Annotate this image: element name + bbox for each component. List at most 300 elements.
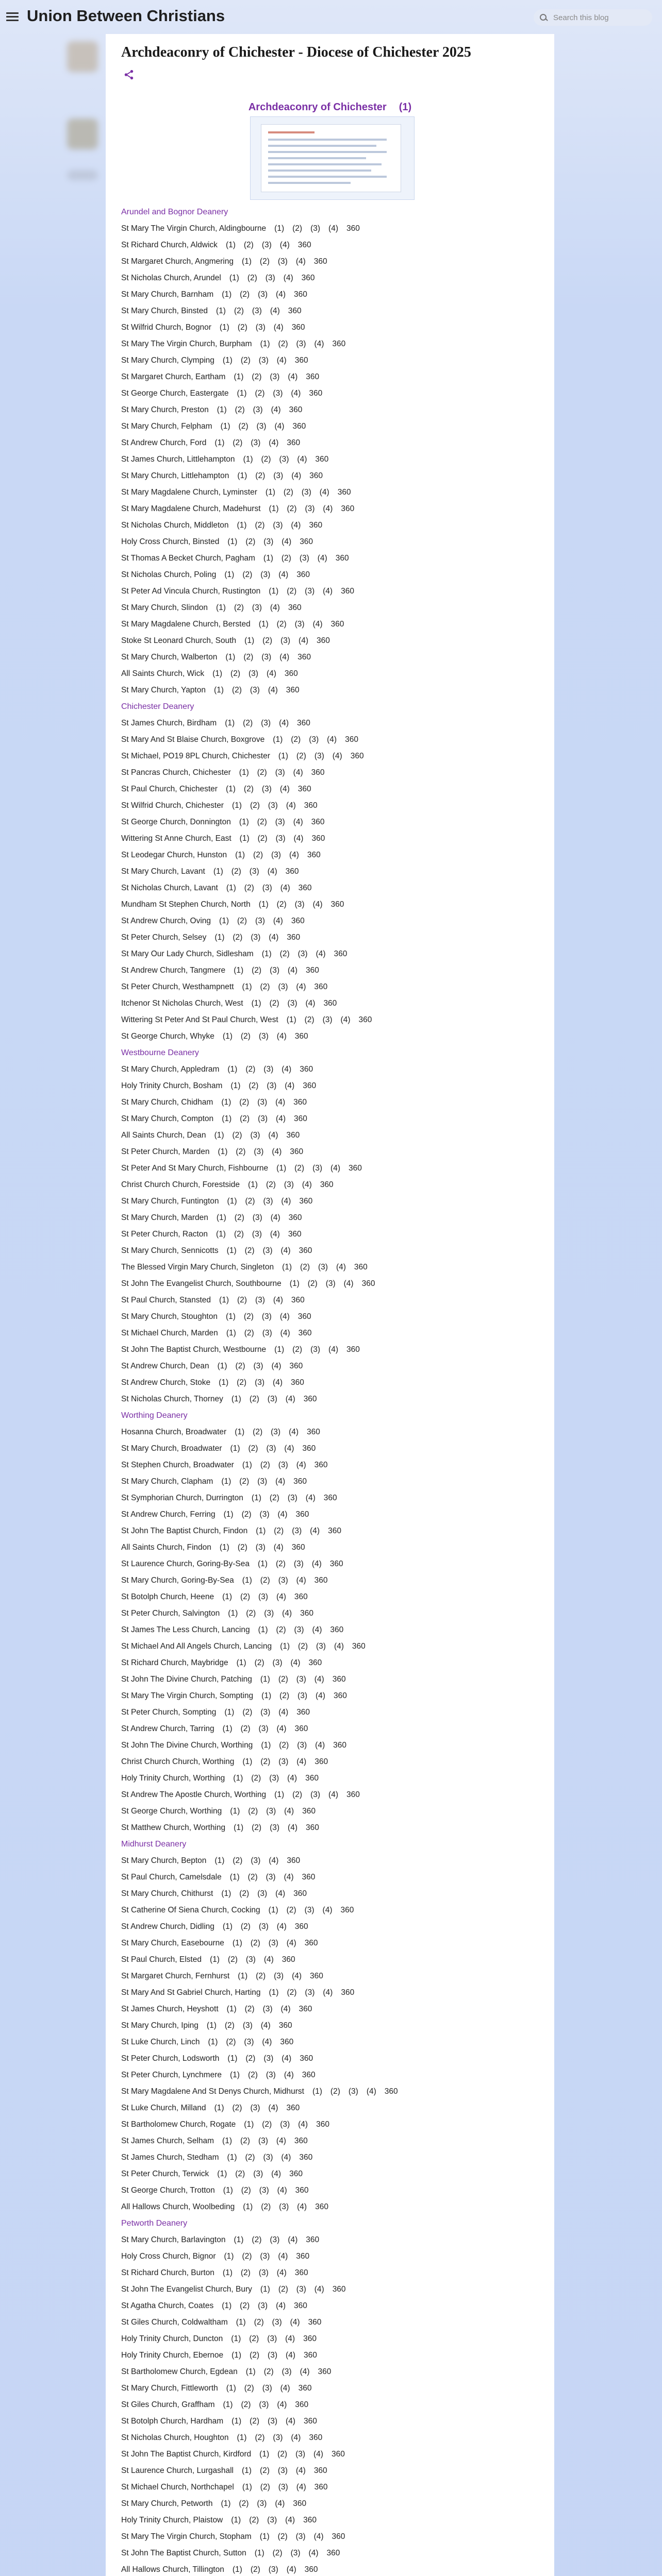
photo-link-4[interactable]: (4) — [279, 653, 290, 662]
photo-link-4[interactable]: (4) — [283, 274, 293, 282]
view-360-link[interactable]: 360 — [333, 1741, 346, 1750]
photo-link-2[interactable]: (2) — [233, 1856, 243, 1865]
photo-link-3[interactable]: (3) — [259, 1510, 270, 1519]
photo-link-1[interactable]: (1) — [217, 405, 227, 414]
photo-link-3[interactable]: (3) — [296, 2285, 306, 2294]
view-360-link[interactable]: 360 — [299, 1197, 313, 1206]
photo-link-3[interactable]: (3) — [314, 752, 324, 760]
photo-link-2[interactable]: (2) — [255, 521, 265, 530]
photo-link-2[interactable]: (2) — [279, 950, 290, 958]
photo-link-4[interactable]: (4) — [312, 1625, 322, 1634]
photo-link-4[interactable]: (4) — [275, 1889, 286, 1898]
photo-link-3[interactable]: (3) — [284, 1180, 294, 1189]
photo-link-4[interactable]: (4) — [282, 537, 292, 546]
view-360-link[interactable]: 360 — [294, 1724, 308, 1733]
view-360-link[interactable]: 360 — [297, 653, 311, 662]
photo-link-2[interactable]: (2) — [235, 2170, 245, 2178]
photo-link-4[interactable]: (4) — [305, 999, 316, 1008]
view-360-link[interactable]: 360 — [352, 1642, 366, 1651]
photo-link-1[interactable]: (1) — [227, 1197, 237, 1206]
photo-link-3[interactable]: (3) — [251, 933, 261, 942]
photo-link-3[interactable]: (3) — [271, 851, 281, 859]
photo-link-1[interactable]: (1) — [230, 1444, 240, 1453]
search-icon[interactable] — [540, 14, 547, 21]
view-360-link[interactable]: 360 — [299, 1246, 312, 1255]
photo-link-1[interactable]: (1) — [259, 2532, 270, 2541]
photo-link-4[interactable]: (4) — [323, 1988, 333, 1997]
photo-link-3[interactable]: (3) — [295, 2532, 306, 2541]
photo-link-1[interactable]: (1) — [227, 2054, 238, 2063]
photo-link-4[interactable]: (4) — [291, 521, 301, 530]
photo-link-1[interactable]: (1) — [243, 2202, 253, 2211]
view-360-link[interactable]: 360 — [346, 1345, 360, 1354]
photo-link-4[interactable]: (4) — [323, 504, 333, 513]
photo-link-2[interactable]: (2) — [249, 1081, 259, 1090]
photo-link-2[interactable]: (2) — [244, 1246, 255, 1255]
photo-link-3[interactable]: (3) — [255, 917, 265, 925]
photo-link-3[interactable]: (3) — [245, 1955, 256, 1964]
photo-link-4[interactable]: (4) — [322, 1906, 333, 1914]
view-360-link[interactable]: 360 — [330, 1625, 344, 1634]
photo-link-3[interactable]: (3) — [251, 1856, 261, 1865]
photo-link-4[interactable]: (4) — [296, 1757, 307, 1766]
photo-link-1[interactable]: (1) — [242, 1576, 252, 1585]
photo-link-3[interactable]: (3) — [262, 2384, 272, 2393]
photo-link-1[interactable]: (1) — [214, 438, 225, 447]
photo-link-4[interactable]: (4) — [297, 455, 307, 464]
photo-link-3[interactable]: (3) — [262, 884, 272, 892]
photo-link-2[interactable]: (2) — [281, 554, 291, 563]
view-360-link[interactable]: 360 — [286, 1131, 300, 1140]
photo-link-1[interactable]: (1) — [242, 1757, 253, 1766]
view-360-link[interactable]: 360 — [294, 290, 307, 299]
view-360-link[interactable]: 360 — [295, 1510, 309, 1519]
photo-link-4[interactable]: (4) — [260, 2021, 271, 2030]
photo-link-4[interactable]: (4) — [284, 1807, 294, 1816]
photo-link-4[interactable]: (4) — [298, 2120, 308, 2129]
photo-link-3[interactable]: (3) — [261, 785, 272, 793]
photo-link-1[interactable]: (1) — [231, 801, 242, 810]
photo-link-4[interactable]: (4) — [302, 1180, 312, 1189]
photo-link-3[interactable]: (3) — [278, 1757, 289, 1766]
photo-link-2[interactable]: (2) — [276, 900, 287, 909]
photo-link-3[interactable]: (3) — [258, 1592, 268, 1601]
view-360-link[interactable]: 360 — [293, 1098, 307, 1107]
view-360-link[interactable]: 360 — [294, 2268, 308, 2277]
photo-link-1[interactable]: (1) — [239, 768, 249, 777]
photo-link-3[interactable]: (3) — [301, 488, 311, 497]
photo-link-3[interactable]: (3) — [312, 1164, 323, 1173]
photo-link-1[interactable]: (1) — [242, 2466, 252, 2475]
photo-link-4[interactable]: (4) — [334, 1642, 344, 1651]
photo-link-2[interactable]: (2) — [252, 372, 262, 381]
view-360-link[interactable]: 360 — [303, 2334, 317, 2343]
photo-link-1[interactable]: (1) — [258, 620, 269, 629]
deanery-heading[interactable]: Petworth Deanery — [121, 2219, 188, 2228]
photo-link-2[interactable]: (2) — [241, 1510, 252, 1519]
view-360-link[interactable]: 360 — [289, 1362, 303, 1370]
heading-text[interactable]: Archdeaconry of Chichester — [248, 101, 387, 113]
photo-link-2[interactable]: (2) — [239, 1098, 250, 1107]
photo-link-1[interactable]: (1) — [260, 1675, 270, 1684]
view-360-link[interactable]: 360 — [314, 2483, 328, 2492]
photo-link-4[interactable]: (4) — [285, 1395, 295, 1403]
photo-link-1[interactable]: (1) — [222, 290, 232, 299]
photo-link-3[interactable]: (3) — [244, 2038, 254, 2046]
photo-link-4[interactable]: (4) — [284, 2071, 294, 2079]
photo-link-1[interactable]: (1) — [212, 669, 223, 678]
photo-link-3[interactable]: (3) — [252, 1230, 262, 1239]
photo-link-3[interactable]: (3) — [258, 290, 268, 299]
photo-link-4[interactable]: (4) — [290, 1658, 301, 1667]
photo-link-1[interactable]: (1) — [268, 1906, 278, 1914]
photo-link-1[interactable]: (1) — [251, 999, 261, 1008]
photo-link-3[interactable]: (3) — [255, 323, 266, 332]
photo-link-2[interactable]: (2) — [248, 1807, 258, 1816]
photo-link-3[interactable]: (3) — [248, 669, 258, 678]
photo-link-3[interactable]: (3) — [262, 1329, 272, 1337]
photo-link-1[interactable]: (1) — [219, 1296, 229, 1304]
photo-link-3[interactable]: (3) — [258, 1032, 269, 1041]
view-360-link[interactable]: 360 — [332, 340, 346, 348]
photo-link-3[interactable]: (3) — [275, 768, 285, 777]
view-360-link[interactable]: 360 — [309, 389, 323, 398]
photo-link-3[interactable]: (3) — [267, 1081, 277, 1090]
photo-link-3[interactable]: (3) — [261, 1312, 272, 1321]
photo-link-3[interactable]: (3) — [251, 438, 261, 447]
photo-link-2[interactable]: (2) — [239, 1477, 250, 1486]
photo-link-1[interactable]: (1) — [222, 356, 233, 365]
view-360-link[interactable]: 360 — [294, 2137, 308, 2145]
photo-link-3[interactable]: (3) — [254, 1147, 264, 1156]
photo-link-3[interactable]: (3) — [252, 307, 262, 315]
view-360-link[interactable]: 360 — [309, 521, 323, 530]
deanery-heading[interactable]: Westbourne Deanery — [121, 1048, 199, 1057]
photo-link-4[interactable]: (4) — [276, 1922, 287, 1931]
photo-link-4[interactable]: (4) — [277, 2186, 287, 2195]
view-360-link[interactable]: 360 — [307, 851, 321, 859]
photo-link-2[interactable]: (2) — [249, 2334, 259, 2343]
photo-link-1[interactable]: (1) — [206, 2021, 217, 2030]
photo-link-1[interactable]: (1) — [237, 521, 247, 530]
view-360-link[interactable]: 360 — [305, 1774, 319, 1783]
photo-link-2[interactable]: (2) — [226, 2038, 236, 2046]
photo-link-2[interactable]: (2) — [279, 1691, 290, 1700]
photo-link-4[interactable]: (4) — [343, 1279, 354, 1288]
photo-link-2[interactable]: (2) — [243, 719, 253, 727]
photo-link-1[interactable]: (1) — [216, 307, 226, 315]
photo-link-1[interactable]: (1) — [228, 1609, 238, 1618]
view-360-link[interactable]: 360 — [323, 1494, 337, 1502]
photo-link-3[interactable]: (3) — [325, 1279, 336, 1288]
view-360-link[interactable]: 360 — [308, 2318, 322, 2327]
view-360-link[interactable]: 360 — [350, 752, 364, 760]
photo-link-2[interactable]: (2) — [233, 438, 243, 447]
photo-link-3[interactable]: (3) — [268, 801, 278, 810]
photo-link-1[interactable]: (1) — [219, 323, 229, 332]
view-360-link[interactable]: 360 — [295, 2186, 309, 2195]
view-360-link[interactable]: 360 — [294, 1032, 308, 1041]
photo-link-3[interactable]: (3) — [282, 2367, 292, 2376]
photo-link-4[interactable]: (4) — [280, 1246, 291, 1255]
photo-link-1[interactable]: (1) — [289, 1279, 300, 1288]
photo-link-4[interactable]: (4) — [316, 1691, 325, 1700]
photo-link-4[interactable]: (4) — [295, 2466, 306, 2475]
view-360-link[interactable]: 360 — [306, 966, 319, 975]
view-360-link[interactable]: 360 — [320, 1180, 334, 1189]
photo-link-3[interactable]: (3) — [296, 1675, 306, 1684]
photo-link-3[interactable]: (3) — [279, 455, 289, 464]
photo-link-1[interactable]: (1) — [258, 1625, 268, 1634]
photo-link-3[interactable]: (3) — [258, 1724, 269, 1733]
photo-link-1[interactable]: (1) — [230, 1807, 240, 1816]
photo-link-1[interactable]: (1) — [260, 340, 270, 348]
photo-link-4[interactable]: (4) — [284, 1873, 294, 1882]
photo-link-4[interactable]: (4) — [271, 1362, 282, 1370]
photo-link-2[interactable]: (2) — [237, 1296, 247, 1304]
photo-link-4[interactable]: (4) — [290, 2318, 300, 2327]
photo-link-3[interactable]: (3) — [255, 1543, 266, 1552]
photo-link-1[interactable]: (1) — [241, 257, 252, 266]
photo-link-3[interactable]: (3) — [275, 818, 285, 826]
photo-link-4[interactable]: (4) — [315, 1741, 325, 1750]
photo-link-2[interactable]: (2) — [277, 2532, 288, 2541]
photo-link-1[interactable]: (1) — [230, 1081, 241, 1090]
deanery-heading[interactable]: Arundel and Bognor Deanery — [121, 208, 228, 216]
photo-link-3[interactable]: (3) — [267, 2516, 277, 2524]
photo-link-3[interactable]: (3) — [257, 1098, 268, 1107]
photo-link-3[interactable]: (3) — [277, 2466, 288, 2475]
photo-link-3[interactable]: (3) — [253, 2170, 263, 2178]
photo-link-1[interactable]: (1) — [274, 1790, 285, 1799]
photo-link-4[interactable]: (4) — [296, 2483, 306, 2492]
view-360-link[interactable]: 360 — [333, 1691, 347, 1700]
photo-link-1[interactable]: (1) — [269, 1988, 279, 1997]
photo-link-2[interactable]: (2) — [245, 2153, 255, 2162]
photo-link-3[interactable]: (3) — [266, 1873, 276, 1882]
photo-link-1[interactable]: (1) — [231, 2334, 241, 2343]
view-360-link[interactable]: 360 — [358, 1015, 372, 1024]
photo-link-2[interactable]: (2) — [234, 603, 244, 612]
photo-link-2[interactable]: (2) — [300, 1263, 310, 1272]
view-360-link[interactable]: 360 — [294, 356, 308, 365]
photo-link-3[interactable]: (3) — [252, 603, 262, 612]
view-360-link[interactable]: 360 — [289, 2170, 303, 2178]
photo-link-3[interactable]: (3) — [265, 274, 275, 282]
photo-link-4[interactable]: (4) — [277, 2400, 287, 2409]
photo-link-4[interactable]: (4) — [286, 2417, 295, 2426]
view-360-link[interactable]: 360 — [302, 2071, 316, 2079]
photo-link-3[interactable]: (3) — [260, 2252, 270, 2261]
photo-link-1[interactable]: (1) — [222, 1922, 233, 1931]
photo-link-2[interactable]: (2) — [269, 1494, 279, 1502]
photo-link-2[interactable]: (2) — [227, 1955, 238, 1964]
view-360-link[interactable]: 360 — [303, 2417, 317, 2426]
view-360-link[interactable]: 360 — [341, 504, 355, 513]
view-360-link[interactable]: 360 — [293, 1477, 307, 1486]
photo-link-3[interactable]: (3) — [273, 2433, 283, 2442]
photo-link-4[interactable]: (4) — [262, 2038, 272, 2046]
photo-link-4[interactable]: (4) — [282, 1065, 292, 1074]
view-360-link[interactable]: 360 — [315, 1757, 328, 1766]
photo-link-2[interactable]: (2) — [254, 1658, 264, 1667]
photo-link-1[interactable]: (1) — [214, 1131, 224, 1140]
photo-link-3[interactable]: (3) — [268, 1939, 278, 1947]
photo-link-3[interactable]: (3) — [278, 2483, 288, 2492]
photo-link-3[interactable]: (3) — [258, 2301, 268, 2310]
photo-link-2[interactable]: (2) — [245, 2054, 256, 2063]
photo-link-1[interactable]: (1) — [233, 1774, 243, 1783]
photo-link-4[interactable]: (4) — [281, 1197, 291, 1206]
photo-link-4[interactable]: (4) — [276, 2268, 287, 2277]
photo-link-4[interactable]: (4) — [279, 719, 289, 727]
view-360-link[interactable]: 360 — [289, 405, 303, 414]
photo-link-4[interactable]: (4) — [317, 554, 327, 563]
view-360-link[interactable]: 360 — [297, 719, 310, 727]
photo-link-1[interactable]: (1) — [226, 884, 236, 892]
photo-link-2[interactable]: (2) — [260, 2483, 270, 2492]
photo-link-2[interactable]: (2) — [237, 917, 247, 925]
photo-link-2[interactable]: (2) — [250, 2565, 260, 2574]
view-360-link[interactable]: 360 — [300, 1609, 313, 1618]
view-360-link[interactable]: 360 — [285, 867, 299, 876]
view-360-link[interactable]: 360 — [323, 999, 337, 1008]
photo-link-4[interactable]: (4) — [276, 1592, 286, 1601]
photo-link-4[interactable]: (4) — [310, 1527, 320, 1535]
photo-link-3[interactable]: (3) — [280, 636, 291, 645]
view-360-link[interactable]: 360 — [308, 1658, 322, 1667]
photo-link-4[interactable]: (4) — [328, 1790, 338, 1799]
photo-link-4[interactable]: (4) — [312, 620, 323, 629]
photo-link-2[interactable]: (2) — [291, 735, 301, 744]
view-360-link[interactable]: 360 — [288, 1213, 302, 1222]
photo-link-4[interactable]: (4) — [280, 884, 290, 892]
photo-link-2[interactable]: (2) — [287, 587, 297, 596]
photo-link-1[interactable]: (1) — [269, 587, 279, 596]
photo-link-1[interactable]: (1) — [242, 2483, 252, 2492]
photo-link-1[interactable]: (1) — [237, 389, 247, 398]
photo-link-1[interactable]: (1) — [224, 1708, 235, 1717]
photo-link-2[interactable]: (2) — [278, 340, 288, 348]
photo-link-1[interactable]: (1) — [274, 1345, 285, 1354]
photo-link-2[interactable]: (2) — [283, 488, 293, 497]
photo-link-4[interactable]: (4) — [366, 2087, 376, 2096]
photo-link-2[interactable]: (2) — [276, 620, 287, 629]
photo-link-3[interactable]: (3) — [297, 1691, 308, 1700]
photo-link-3[interactable]: (3) — [260, 1708, 271, 1717]
photo-link-3[interactable]: (3) — [294, 620, 305, 629]
photo-link-1[interactable]: (1) — [225, 785, 236, 793]
view-360-link[interactable]: 360 — [288, 603, 302, 612]
photo-link-4[interactable]: (4) — [286, 2565, 296, 2574]
photo-link-2[interactable]: (2) — [246, 1609, 256, 1618]
photo-link-2[interactable]: (2) — [263, 2367, 274, 2376]
photo-link-4[interactable]: (4) — [263, 1955, 274, 1964]
photo-link-1[interactable]: (1) — [221, 2499, 231, 2508]
photo-link-3[interactable]: (3) — [257, 1477, 268, 1486]
photo-link-1[interactable]: (1) — [248, 1180, 258, 1189]
photo-link-3[interactable]: (3) — [253, 405, 263, 414]
photo-link-2[interactable]: (2) — [244, 1329, 254, 1337]
photo-link-1[interactable]: (1) — [243, 455, 253, 464]
photo-link-3[interactable]: (3) — [258, 1922, 269, 1931]
photo-link-1[interactable]: (1) — [239, 818, 249, 826]
photo-link-1[interactable]: (1) — [221, 1889, 231, 1898]
photo-link-4[interactable]: (4) — [278, 2252, 288, 2261]
photo-link-2[interactable]: (2) — [278, 1675, 288, 1684]
photo-link-4[interactable]: (4) — [288, 372, 298, 381]
photo-link-2[interactable]: (2) — [298, 1642, 308, 1651]
photo-link-1[interactable]: (1) — [222, 2268, 233, 2277]
photo-link-4[interactable]: (4) — [280, 1329, 290, 1337]
photo-link-3[interactable]: (3) — [273, 471, 284, 480]
photo-link-1[interactable]: (1) — [242, 1461, 252, 1469]
deanery-heading[interactable]: Midhurst Deanery — [121, 1840, 187, 1849]
view-360-link[interactable]: 360 — [341, 587, 354, 596]
photo-link-1[interactable]: (1) — [237, 471, 247, 480]
view-360-link[interactable]: 360 — [298, 884, 312, 892]
view-360-link[interactable]: 360 — [292, 422, 306, 431]
photo-link-1[interactable]: (1) — [219, 917, 229, 925]
photo-link-4[interactable]: (4) — [276, 290, 286, 299]
photo-link-3[interactable]: (3) — [263, 537, 274, 546]
photo-link-4[interactable]: (4) — [275, 1098, 286, 1107]
photo-link-2[interactable]: (2) — [249, 1395, 259, 1403]
photo-link-1[interactable]: (1) — [213, 867, 223, 876]
photo-link-2[interactable]: (2) — [259, 2466, 270, 2475]
photo-link-3[interactable]: (3) — [255, 1296, 265, 1304]
view-360-link[interactable]: 360 — [291, 1296, 305, 1304]
photo-link-3[interactable]: (3) — [258, 1114, 268, 1123]
view-360-link[interactable]: 360 — [302, 1873, 316, 1882]
photo-link-2[interactable]: (2) — [257, 768, 267, 777]
photo-link-1[interactable]: (1) — [214, 2104, 224, 2112]
view-360-link[interactable]: 360 — [303, 2351, 317, 2360]
view-360-link[interactable]: 360 — [298, 1329, 312, 1337]
photo-link-2[interactable]: (2) — [252, 1823, 262, 1832]
view-360-link[interactable]: 360 — [348, 1164, 362, 1173]
photo-link-1[interactable]: (1) — [236, 2318, 246, 2327]
photo-link-1[interactable]: (1) — [221, 1098, 231, 1107]
view-360-link[interactable]: 360 — [331, 2450, 345, 2459]
photo-link-3[interactable]: (3) — [309, 735, 319, 744]
photo-link-4[interactable]: (4) — [271, 2170, 282, 2178]
photo-link-1[interactable]: (1) — [234, 966, 244, 975]
photo-link-2[interactable]: (2) — [250, 801, 260, 810]
photo-link-4[interactable]: (4) — [272, 1147, 282, 1156]
photo-link-3[interactable]: (3) — [259, 2400, 269, 2409]
photo-link-2[interactable]: (2) — [230, 669, 240, 678]
photo-link-2[interactable]: (2) — [241, 2400, 251, 2409]
photo-link-4[interactable]: (4) — [292, 1972, 302, 1980]
view-360-link[interactable]: 360 — [310, 1972, 323, 1980]
photo-link-2[interactable]: (2) — [236, 1147, 246, 1156]
photo-link-2[interactable]: (2) — [257, 834, 268, 843]
photo-link-4[interactable]: (4) — [323, 587, 333, 596]
photo-link-3[interactable]: (3) — [262, 1246, 273, 1255]
photo-link-2[interactable]: (2) — [304, 1015, 315, 1024]
view-360-link[interactable]: 360 — [286, 686, 300, 694]
view-360-link[interactable]: 360 — [293, 1889, 307, 1898]
photo-link-2[interactable]: (2) — [237, 1543, 247, 1552]
view-360-link[interactable]: 360 — [294, 2301, 307, 2310]
view-360-link[interactable]: 360 — [296, 2252, 310, 2261]
view-360-link[interactable]: 360 — [291, 323, 305, 332]
photo-link-2[interactable]: (2) — [243, 1312, 254, 1321]
view-360-link[interactable]: 360 — [332, 2285, 346, 2294]
photo-link-4[interactable]: (4) — [296, 1461, 306, 1469]
photo-link-2[interactable]: (2) — [255, 389, 265, 398]
